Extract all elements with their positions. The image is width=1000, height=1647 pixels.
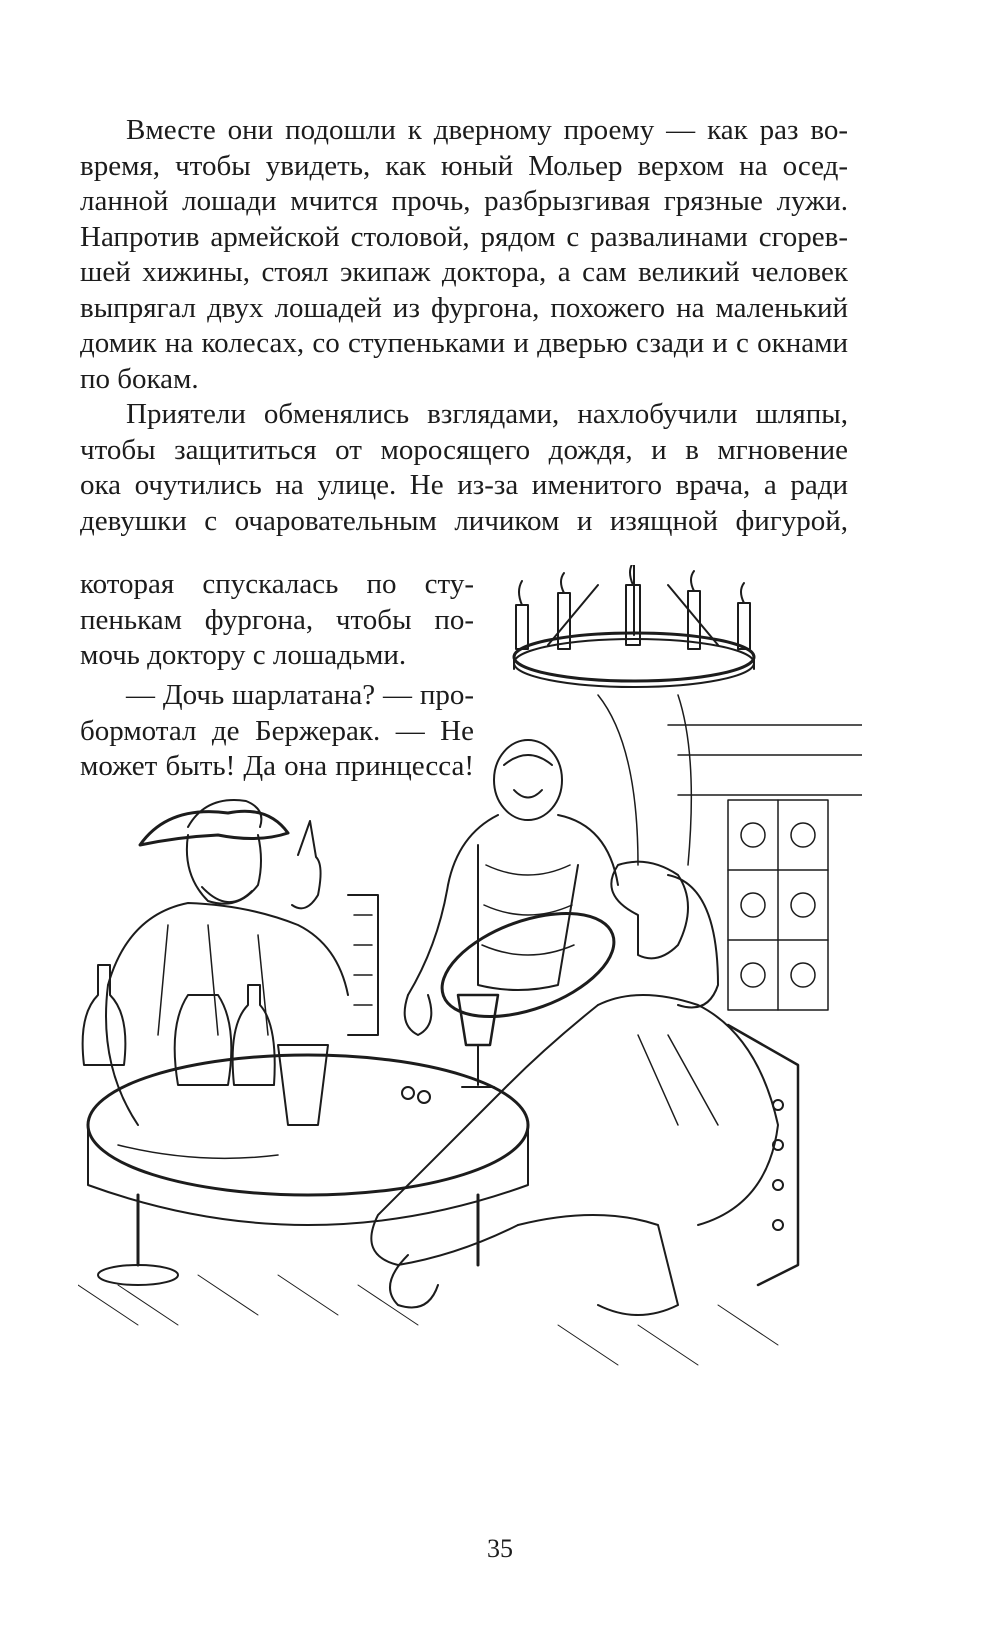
text-line: Вместе они подошли к дверному проему — как раз во- xyxy=(126,114,848,146)
text-line: чтобы защититься от моросящего дождя, и в мгновение xyxy=(80,433,848,466)
background-beams xyxy=(598,695,862,1010)
text-line: может быть! Да она принцесса! xyxy=(80,750,474,782)
text-line: бормотал де Бержерак. — Не xyxy=(80,714,474,747)
text-line: ока очутились на улице. Не из-за именитого врача, а ради xyxy=(80,469,848,501)
text-line: Приятели обменялись взглядами, нахлобучили шляпы, xyxy=(126,398,848,430)
text-line: ланной лошади мчится прочь, разбрызгивая грязные лужи. xyxy=(80,185,848,217)
text-line: по бокам. xyxy=(80,362,199,395)
chandelier xyxy=(514,565,754,687)
paragraph-1 xyxy=(80,113,848,397)
text-line: мочь доктору с лошадьми. xyxy=(80,639,407,671)
text-line: шей хижины, стоял экипаж доктора, а сам великий человек xyxy=(80,256,848,288)
text-line: Напротив армейской столовой, рядом с развалинами сгорев- xyxy=(80,220,848,253)
page-number: 35 xyxy=(487,1534,513,1563)
text-line: пенькам фургона, чтобы по- xyxy=(80,603,474,636)
text-line: домик на колесах, со ступеньками и дверью сзади и с окнами xyxy=(80,327,848,359)
figure-seated-man xyxy=(371,862,798,1315)
text-line: которая спускалась по сту- xyxy=(80,568,474,600)
text-line: — Дочь шарлатана? — про- xyxy=(126,679,474,711)
text-line: девушки с очаровательным личиком и изящной фигурой, xyxy=(80,504,848,537)
bottles xyxy=(83,965,328,1125)
round-table xyxy=(88,1055,528,1285)
text-line: время, чтобы увидеть, как юный Мольер верхом на осед- xyxy=(80,149,848,182)
paragraph-2 xyxy=(80,397,848,539)
text-line: выпрягал двух лошадей из фургона, похожего на маленький xyxy=(80,291,848,324)
figure-innkeeper xyxy=(405,740,618,1035)
tavern-illustration xyxy=(78,565,862,1375)
